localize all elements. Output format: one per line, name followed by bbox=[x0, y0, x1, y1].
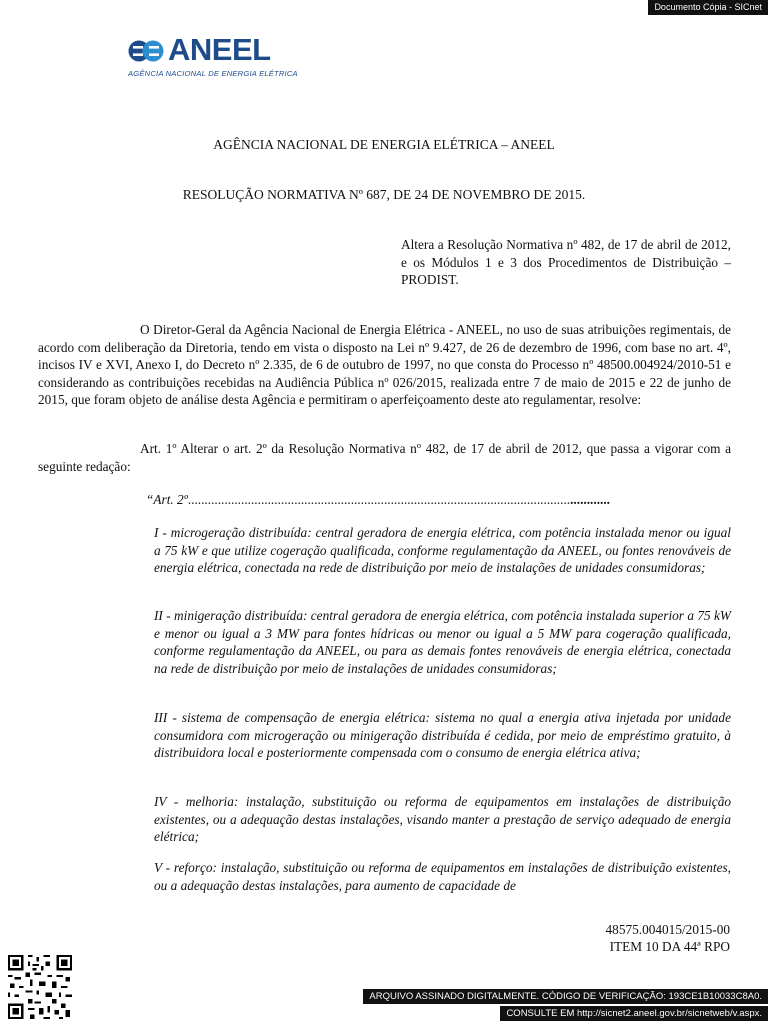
item-IV-text: IV - melhoria: instalação, substituição ou reforma de equipamentos em instalações de distribuição existentes, ou a adequação destas instalações, visando manter a prestação de serviço adequado de energia elétrica; bbox=[154, 794, 731, 845]
article-2-label: “Art. 2º bbox=[146, 492, 188, 507]
article-1 bbox=[38, 440, 731, 475]
item-V-text: V - reforço: instalação, substituição ou reforma de equipamentos em instalações de distribuição existentes, ou a adequação destas instalações, para aumento de capacidade de bbox=[154, 860, 731, 893]
item-I bbox=[154, 524, 731, 577]
item-reference: ITEM 10 DA 44ª RPO bbox=[609, 939, 730, 954]
ementa-text: Altera a Resolução Normativa nº 482, de 17 de abril de 2012, e os Módulos 1 e 3 dos Procedimentos de Distribuição – PRODIST. bbox=[401, 237, 731, 288]
process-reference: 48575.004015/2015-00 bbox=[605, 922, 730, 937]
aneel-logo bbox=[128, 32, 298, 82]
agency-heading: AGÊNCIA NACIONAL DE ENERGIA ELÉTRICA – ANEEL bbox=[213, 137, 555, 152]
logo-subtitle: AGÊNCIA NACIONAL DE ENERGIA ELÉTRICA bbox=[128, 69, 298, 78]
article-1-text: Art. 1º Alterar o art. 2º da Resolução Normativa nº 482, de 17 de abril de 2012, que passa a vigorar com a seguinte redação: bbox=[38, 441, 731, 474]
article-2-dots-bold: ............ bbox=[570, 492, 610, 507]
item-III-text: III - sistema de compensação de energia elétrica: sistema no qual a energia ativa injetada por unidade consumidora com microgeração ou minigeração distribuída é cedida, por meio de empréstimo gratuito, à distribuidora local e posteriormente compensada com o consumo de energia elétrica ativa; bbox=[154, 710, 731, 761]
item-V bbox=[154, 859, 731, 894]
logo-wordmark: ANEEL bbox=[168, 32, 271, 67]
ementa bbox=[401, 236, 731, 289]
item-II bbox=[154, 607, 731, 677]
qr-code bbox=[8, 955, 72, 1019]
item-IV bbox=[154, 793, 731, 846]
article-2-heading bbox=[146, 491, 731, 509]
item-I-text: I - microgeração distribuída: central geradora de energia elétrica, com potência instalada menor ou igual a 75 kW e que utilize cogeração qualificada, conforme regulamentação da ANEEL, ou fontes renováveis de energia elétrica, conectada na rede de distribuição por meio de instalações de unidades consumidoras; bbox=[154, 525, 731, 576]
article-2-dots: ................................................................................................................... bbox=[187, 492, 571, 507]
aneel-logo-icon bbox=[128, 36, 166, 66]
verification-url[interactable]: CONSULTE EM http://sicnet2.aneel.gov.br/sicnetweb/v.aspx. bbox=[500, 1006, 768, 1021]
document-copy-badge: Documento Cópia - SICnet bbox=[648, 0, 768, 15]
digital-signature-notice: ARQUIVO ASSINADO DIGITALMENTE. CÓDIGO DE VERIFICAÇÃO: 193CE1B10033C8A0. bbox=[363, 989, 768, 1004]
preamble-text: O Diretor-Geral da Agência Nacional de Energia Elétrica - ANEEL, no uso de suas atribuições regimentais, de acordo com deliberação da Diretoria, tendo em vista o disposto na Lei nº 9.427, de 26 de dezembro de 1996, com base no art. 4º, incisos IV e XVI, Anexo I, do Decreto nº 2.335, de 6 de outubro de 1997, no que consta do Processo nº 48500.004924/2010-51 e considerando as contribuições recebidas na Audiência Pública nº 026/2015, realizada entre 7 de maio de 2015 e 22 de junho de 2015, que foram objeto de análise desta Agência e permitiram o aperfeiçoamento deste ato regulamentar, resolve: bbox=[38, 322, 731, 408]
resolution-title: RESOLUÇÃO NORMATIVA Nº 687, DE 24 DE NOVEMBRO DE 2015. bbox=[182, 187, 586, 202]
item-III bbox=[154, 709, 731, 762]
preamble bbox=[38, 321, 731, 409]
item-II-text: II - minigeração distribuída: central geradora de energia elétrica, com potência instalada superior a 75 kW e menor ou igual a 3 MW para fontes hídricas ou menor ou igual a 5 MW para cogeração qualificada, conforme regulamentação da ANEEL, ou para as demais fontes renováveis de energia elétrica, conectada na rede de distribuição por meio de instalações de unidades consumidoras; bbox=[154, 608, 731, 676]
